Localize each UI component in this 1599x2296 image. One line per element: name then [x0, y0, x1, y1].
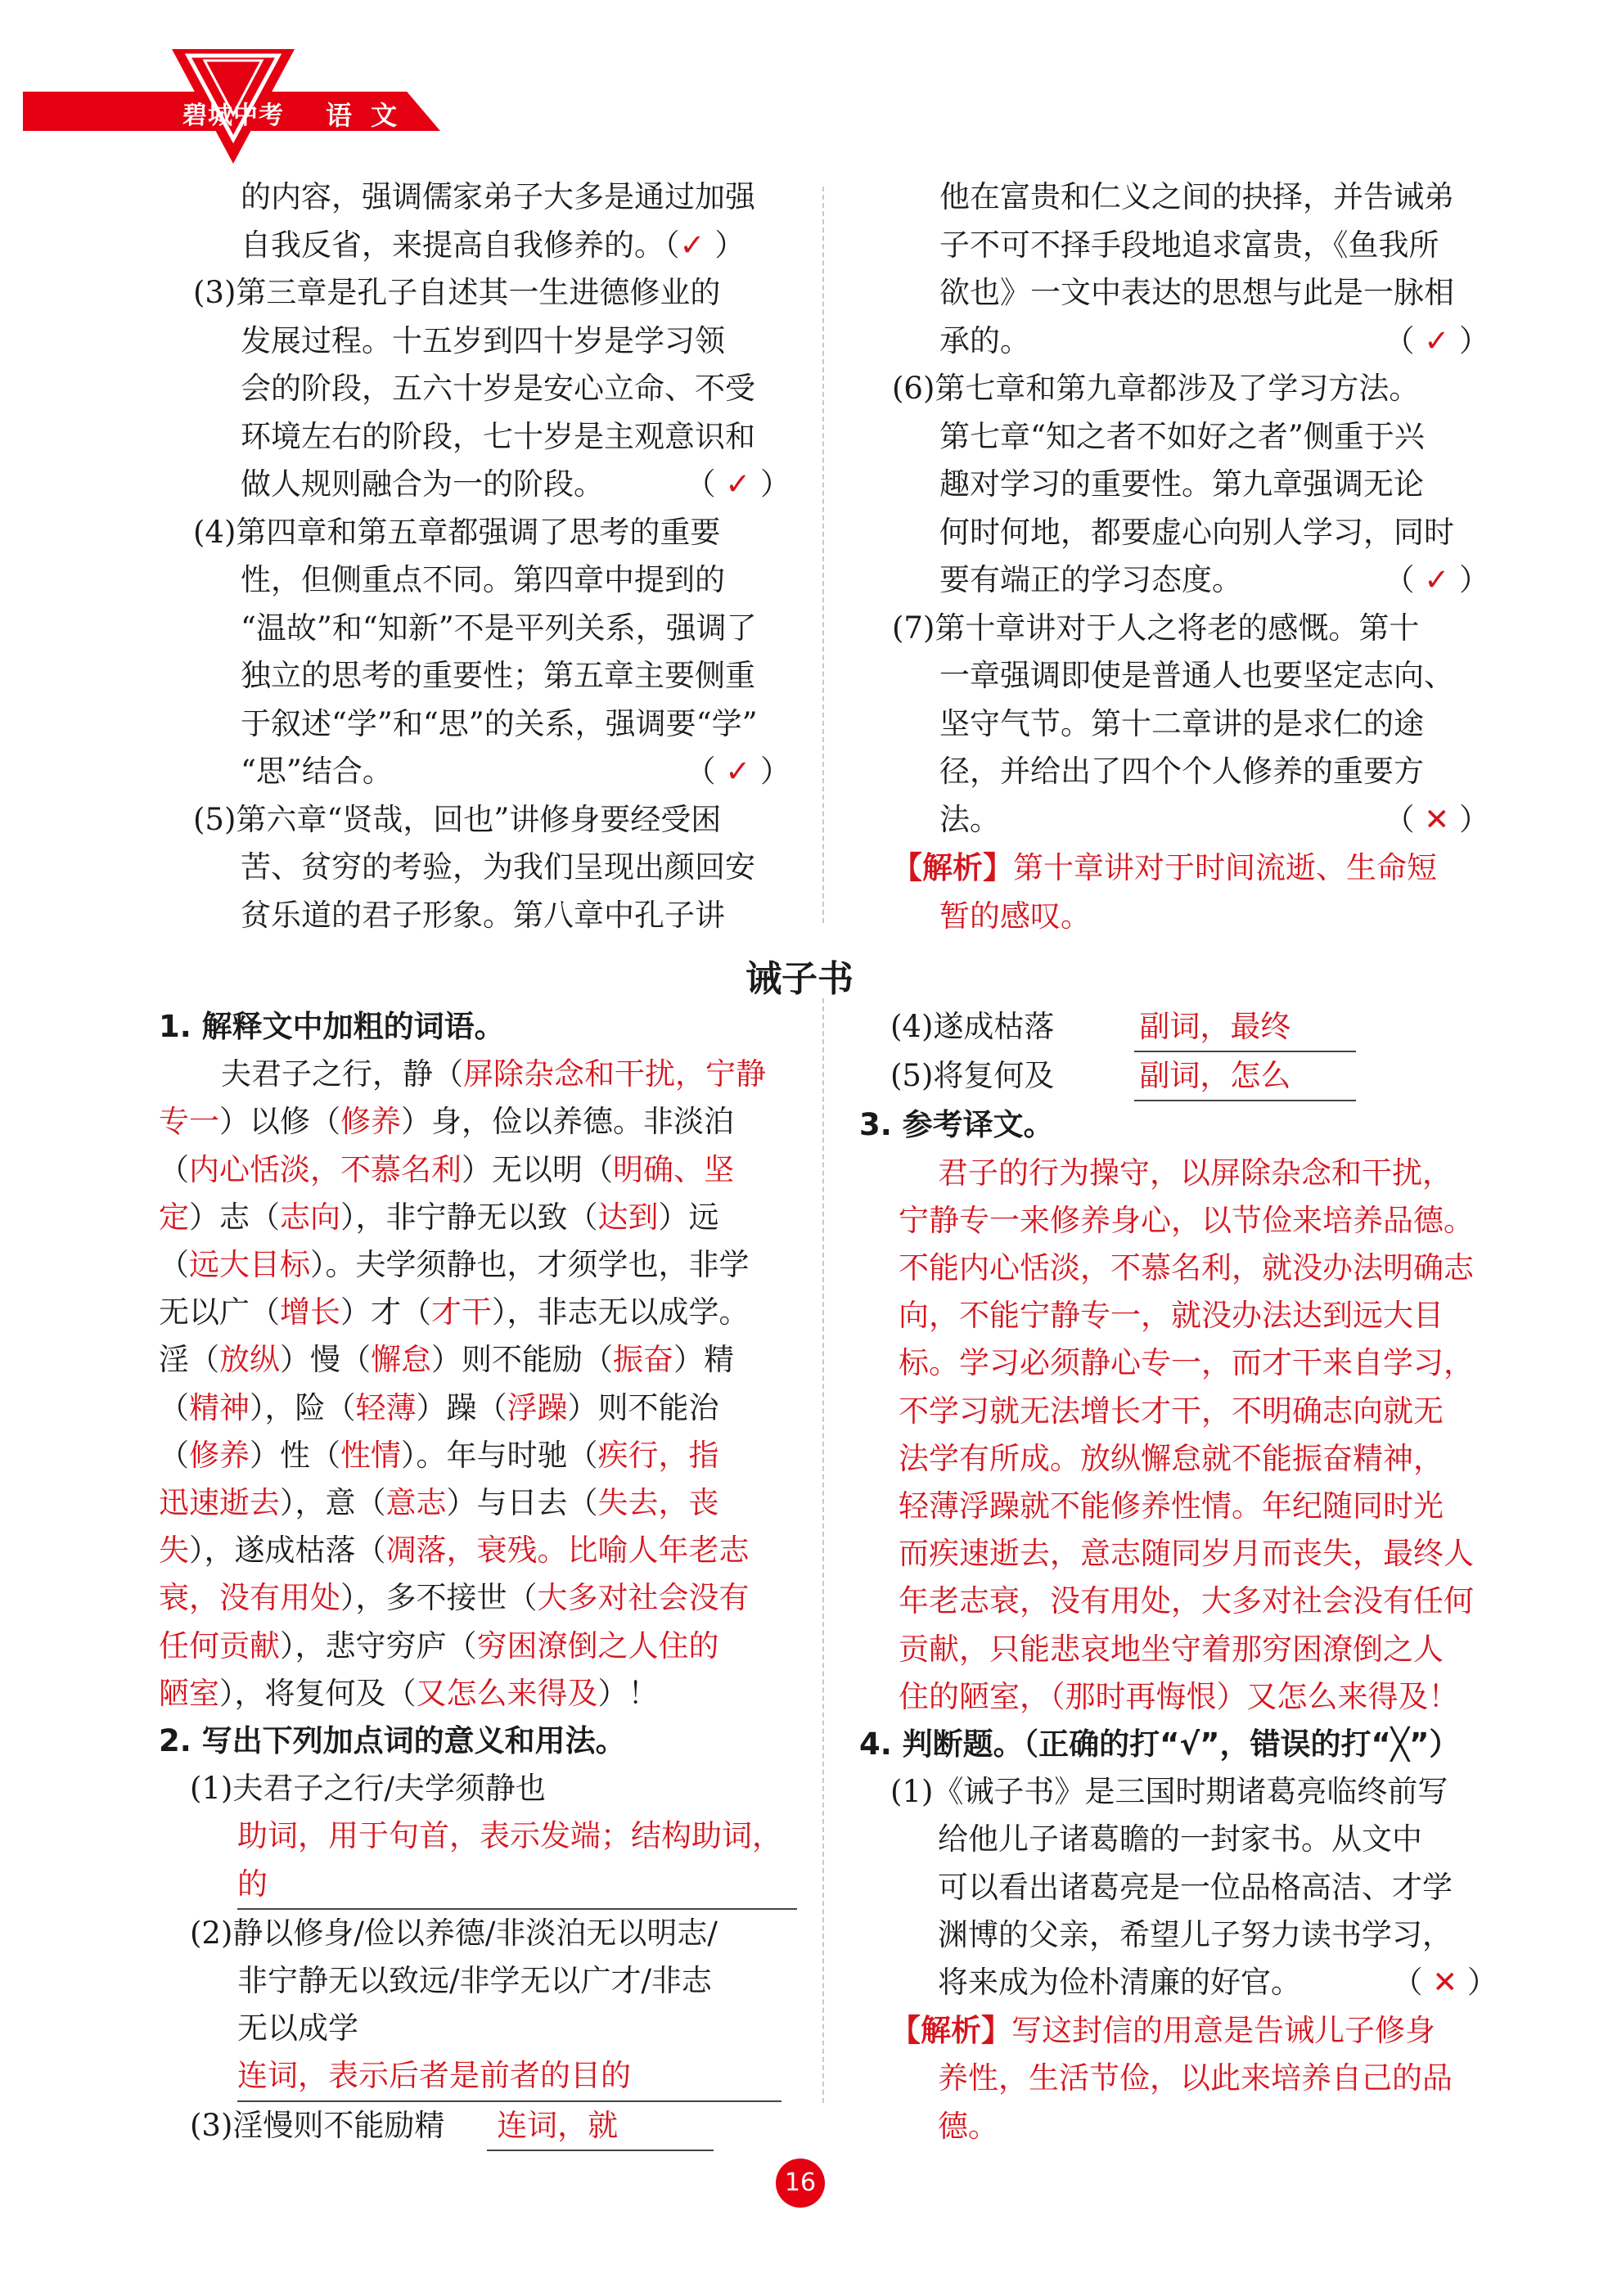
answer: 修养 [340, 1104, 401, 1140]
text-line [859, 1052, 1498, 1101]
answer: 定 [159, 1199, 189, 1235]
text-line: 发展过程。十五岁到四十岁是学习领 [241, 322, 725, 358]
text: 夫君子之行，静（ [221, 1056, 463, 1092]
text-line: 的内容，强调儒家弟子大多是通过加强 [241, 179, 755, 214]
text-line [159, 1146, 797, 1194]
cross-mark-icon: ✕ [1432, 1965, 1458, 2001]
text-line: (2)静以修身/俭以养德/非淡泊无以明志/ [190, 1915, 718, 1951]
text-line: 做人规则融合为一的阶段。 （ ✓ ） [193, 461, 790, 509]
answer: 振奋 [613, 1342, 673, 1378]
answer: 增长 [280, 1294, 340, 1330]
text-line: (6)第七章和第九章都涉及了学习方法。 [892, 371, 1420, 406]
text: 做人规则融合为一的阶段。 [241, 466, 604, 502]
check-mark-icon: ✓ [1424, 562, 1450, 597]
text-line: 非宁静无以致远/非学无以广才/非志 [237, 1963, 712, 1999]
text-line: 可以看出诸葛亮是一位品格高洁、才学 [938, 1869, 1453, 1905]
translation-line: 君子的行为操守，以屏除杂念和干扰， [938, 1155, 1453, 1191]
answer: 远大目标 [189, 1247, 310, 1283]
translation-line: 法学有所成。放纵懈怠就不能振奋精神， [899, 1440, 1444, 1476]
text: 将来成为俭朴清廉的好官。 [938, 1965, 1301, 2001]
text-line: 他在富贵和仁义之间的抉择，并告诫弟 [939, 179, 1454, 214]
check-mark-icon: ✓ [725, 466, 751, 502]
bottom-right-column [859, 1003, 1498, 2150]
answer: 达到 [597, 1199, 659, 1235]
translation-line: 宁静专一来修养身心，以节俭来培养品德。 [899, 1202, 1474, 1238]
text-line [159, 1336, 797, 1384]
text: ）。年与时驰（ [401, 1437, 598, 1473]
text: ）与日去（ [446, 1485, 598, 1521]
text-line: 何时何地，都要虚心向别人学习，同时 [939, 514, 1454, 550]
translation-line: 而疾速逝去，意志随同岁月而丧失，最终人 [899, 1536, 1474, 1572]
analysis-label: 【解析】 [892, 849, 1013, 885]
question-title: 4. 判断题。（正确的打“√”，错误的打“╳”） [859, 1727, 1460, 1763]
text: ），将复何及（ [219, 1675, 417, 1711]
answer: 精神 [189, 1389, 250, 1425]
text: （ [159, 1437, 189, 1473]
answer: 失去，丧 [597, 1485, 719, 1521]
translation-line: 不学习就无法增长才干，不明确志向就无 [899, 1393, 1444, 1429]
text-line: (4)第四章和第五章都强调了思考的重要 [193, 514, 721, 550]
text: （ [159, 1389, 189, 1425]
text: ），意（ [280, 1485, 386, 1521]
answer: 意志 [385, 1485, 447, 1521]
text-line: 坚守气节。第十二章讲的是求仁的途 [939, 705, 1424, 741]
answer: 才干 [431, 1294, 492, 1330]
check-mark-icon: ✓ [1424, 322, 1450, 358]
answer: 明确、坚 [613, 1151, 734, 1187]
answer: 轻薄 [355, 1389, 417, 1425]
answer: 修养 [189, 1437, 250, 1473]
text: ），悲守穷庐（ [280, 1627, 477, 1663]
text: ），非宁静无以致（ [340, 1199, 598, 1235]
analysis [859, 2006, 1498, 2055]
translation-line: 标。学习必须静心专一，而才干来自学习， [899, 1345, 1474, 1381]
text: ）慢（ [280, 1342, 371, 1378]
brand-name: 碧城中考 [182, 101, 284, 130]
cross-mark-icon: ✕ [1424, 801, 1450, 837]
answer: 大多对社会没有 [537, 1580, 750, 1616]
answer: 衰，没有用处 [159, 1580, 340, 1616]
question-title: 1. 解释文中加粗的词语。 [159, 1009, 505, 1044]
check-mark-icon: ✓ [679, 227, 705, 263]
text-line: 无以成学 [237, 2010, 358, 2046]
text: ），险（ [250, 1389, 356, 1425]
text-line [159, 1432, 797, 1479]
text-line: (1)夫君子之行/夫学须静也 [190, 1771, 546, 1807]
answer: 性情 [340, 1437, 401, 1473]
text-line: (3)第三章是孔子自述其一生进德修业的 [193, 275, 721, 310]
answer: 副词，最终 [1134, 1003, 1356, 1052]
answer: 凋落，衰残。比喻人年老志 [385, 1533, 750, 1569]
text-line [159, 1098, 797, 1146]
page-number: 16 [776, 2159, 825, 2208]
text: (4)遂成枯落 [890, 1009, 1055, 1044]
question-title: 3. 参考译文。 [859, 1107, 1054, 1143]
text-line: 给他儿子诸葛瞻的一封家书。从文中 [938, 1821, 1422, 1857]
translation-line: 不能内心恬淡，不慕名利，就没办法明确志 [899, 1250, 1474, 1286]
top-right-column [892, 173, 1489, 940]
text: 自我反省，来提高自我修养的。（ [241, 227, 680, 263]
text-line: 径，并给出了四个个人修养的重要方 [939, 754, 1424, 789]
text-line: (1)《诫子书》是三国时期诸葛亮临终前写 [890, 1774, 1448, 1810]
translation-line: 贡献，只能悲哀地坐守着那穷困潦倒之人 [899, 1631, 1444, 1667]
text-line [159, 1241, 797, 1289]
text: (3)淫慢则不能励精 [190, 2107, 445, 2143]
translation-line: 向，不能宁静专一，就没办法达到远大目 [899, 1298, 1444, 1334]
translation-line: 轻薄浮躁就不能修养性情。年纪随同时光 [899, 1488, 1444, 1524]
analysis [892, 844, 1489, 893]
text: ）远 [658, 1199, 719, 1235]
bottom-left-column [159, 1003, 797, 2151]
text-line: 趣对学习的重要性。第九章强调无论 [939, 466, 1424, 502]
answer: 疾行，指 [597, 1437, 719, 1473]
translation-line: 年老志衰，没有用处，大多对社会没有任何 [899, 1583, 1474, 1619]
column-divider [822, 187, 824, 923]
answer: 任何贡献 [159, 1627, 280, 1663]
answer: 志向 [280, 1199, 340, 1235]
text: ）以修（ [219, 1104, 340, 1140]
text-line [159, 1670, 797, 1717]
text: 淫（ [159, 1342, 219, 1378]
text: （ [159, 1247, 189, 1283]
text-line: 会的阶段，五六十岁是安心立命、不受 [241, 371, 755, 406]
answer-line [159, 1812, 797, 1909]
text: 承的。 [939, 322, 1030, 358]
text-line: 独立的思考的重要性；第五章主要侧重 [241, 658, 755, 693]
text: ）身，俭以养德。非淡泊 [401, 1104, 734, 1140]
text-line: (7)第十章讲对于人之将老的感慨。第十 [892, 610, 1420, 646]
text-line: 要有端正的学习态度。 （ ✓ ） [892, 556, 1489, 605]
question-title: 2. 写出下列加点词的意义和用法。 [159, 1723, 626, 1759]
text-line [159, 1623, 797, 1670]
answer: 放纵 [219, 1342, 280, 1378]
text-line [859, 1003, 1498, 1052]
analysis-text: 暂的感叹。 [939, 898, 1091, 934]
text: ）！ [597, 1675, 659, 1711]
analysis-label: 【解析】 [890, 2012, 1011, 2049]
text-line: 渊博的父亲，希望儿子努力读书学习， [938, 1916, 1453, 1952]
text-line: “温故”和“知新”不是平列关系，强调了 [241, 610, 757, 646]
text-line: 欲也》一文中表达的思想与此是一脉相 [939, 275, 1454, 310]
answer: 又怎么来得及 [416, 1675, 598, 1711]
text-line: “思”结合。 （ ✓ ） [193, 748, 790, 796]
text: ）则不能治 [567, 1389, 719, 1425]
text: ）才（ [340, 1294, 431, 1330]
answer: 连词，就 [487, 2102, 714, 2151]
text-line: 承的。 （ ✓ ） [892, 317, 1489, 366]
text-line: 子不可不择手段地追求富贵，《鱼我所 [939, 227, 1439, 263]
text-line [159, 1194, 797, 1241]
answer: 连词，表示后者是前者的目的 [237, 2052, 781, 2101]
translation-line: 住的陋室，（那时再悔恨）又怎么来得及！ [899, 1678, 1459, 1714]
answer: 助词，用于句首，表示发端；结构助词，的 [237, 1812, 797, 1909]
text-line: 法。 （ ✕ ） [892, 796, 1489, 844]
text-line [159, 1479, 797, 1527]
text: 法。 [939, 801, 1000, 837]
text-line [159, 2102, 797, 2151]
text-line: 第七章“知之者不如好之者”侧重于兴 [939, 418, 1425, 454]
text: ）无以明（ [462, 1151, 613, 1187]
text-line [159, 1051, 797, 1098]
text-line: 苦、贫穷的考验，为我们呈现出颜回安 [241, 849, 755, 885]
translation [859, 1150, 1498, 1721]
text: ）精 [673, 1342, 734, 1378]
text: 无以广（ [159, 1294, 280, 1330]
text-line [159, 1527, 797, 1574]
answer: 内心恬淡，不慕名利 [189, 1151, 462, 1187]
answer: 副词，怎么 [1134, 1052, 1356, 1101]
text-line: 自我反省，来提高自我修养的。（✓ ） [193, 222, 790, 270]
answer: 屏除杂念和干扰，宁静 [463, 1056, 766, 1092]
answer: 失 [159, 1533, 189, 1569]
text-line: 将来成为俭朴清廉的好官。 （ ✕ ） [859, 1959, 1498, 2006]
text: ），多不接世（ [340, 1580, 538, 1616]
text-line: 于叙述“学”和“思”的关系，强调要“学” [241, 705, 758, 741]
analysis-text: 第十章讲对于时间流逝、生命短 [1013, 850, 1437, 885]
text: 要有端正的学习态度。 [939, 562, 1242, 597]
text-line: (5)第六章“贤哉，回也”讲修身要经受困 [193, 801, 722, 837]
text: “思”结合。 [241, 754, 393, 789]
answer: 浮躁 [507, 1389, 568, 1425]
text: ）志（ [189, 1199, 280, 1235]
text-line: 性，但侧重点不同。第四章中提到的 [241, 562, 725, 597]
text-line: 一章强调即使是普通人也要坚定志向、 [939, 658, 1454, 693]
text-line [159, 1384, 797, 1432]
subject-label: 语 文 [326, 100, 403, 131]
answer-line [159, 2052, 797, 2101]
analysis-text: 养性，生活节俭，以此来培养自己的品德。 [938, 2060, 1453, 2144]
text: ）。夫学须静也，才须学也，非学 [310, 1247, 750, 1283]
text-line: 环境左右的阶段，七十岁是主观意识和 [241, 418, 755, 454]
top-left-column [193, 173, 790, 939]
check-mark-icon: ✓ [725, 754, 751, 789]
analysis-text: 写这封信的用意是告诫儿子修身 [1011, 2013, 1435, 2049]
text-line [159, 1289, 797, 1336]
text: ），遂成枯落（ [189, 1533, 386, 1569]
column-divider [822, 998, 824, 2103]
text-line: 贫乐道的君子形象。第八章中孔子讲 [241, 897, 725, 933]
section-title: 诫子书 [745, 958, 854, 1000]
answer: 专一 [159, 1104, 219, 1140]
text: (5)将复何及 [890, 1058, 1055, 1094]
answer: 陋室 [159, 1675, 219, 1711]
text: ）性（ [250, 1437, 340, 1473]
answer: 迅速逝去 [159, 1485, 280, 1521]
text-line [159, 1574, 797, 1622]
text: ），非志无以成学。 [492, 1294, 750, 1330]
answer: 懈怠 [371, 1342, 431, 1378]
text: ）躁（ [416, 1389, 507, 1425]
answer: 穷困潦倒之人住的 [476, 1627, 719, 1663]
text: ）则不能励（ [431, 1342, 613, 1378]
text: （ [159, 1151, 189, 1187]
